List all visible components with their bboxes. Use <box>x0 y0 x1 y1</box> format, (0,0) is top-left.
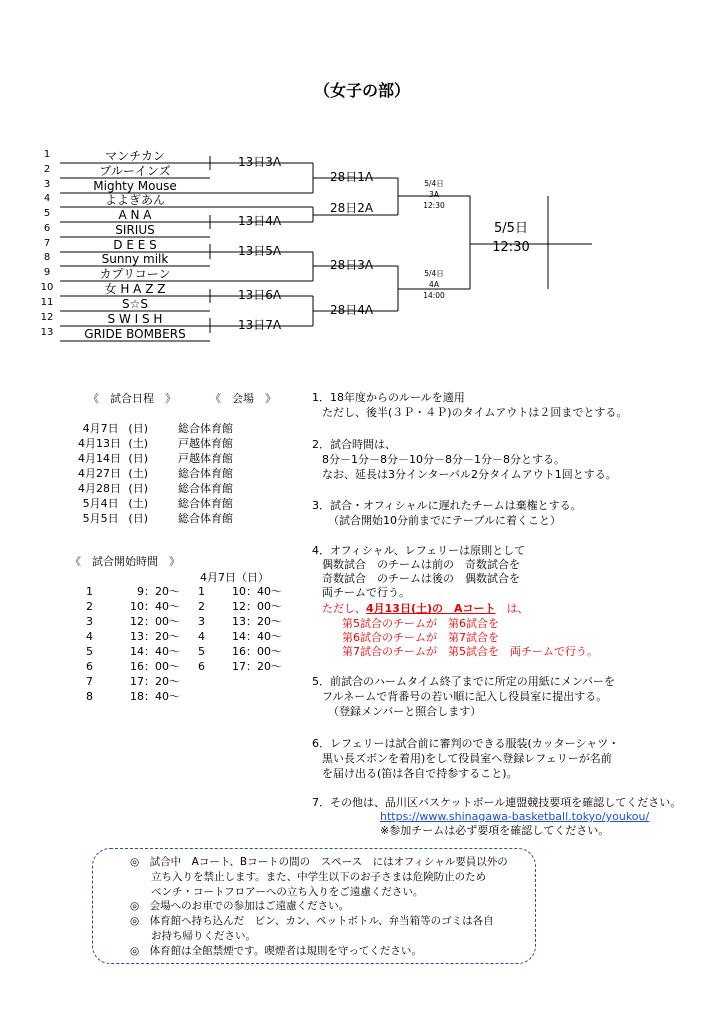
round2-match-label: 28日3A <box>330 258 374 272</box>
team-name: Mighty Mouse <box>93 179 177 193</box>
seed-number: 12 <box>40 312 54 323</box>
team-name: GRIDE BOMBERS <box>84 327 186 341</box>
schedule-row: 4月28日 (日) 総合体育館 <box>78 482 233 495</box>
seed-number: 13 <box>40 327 54 338</box>
seed-number: 1 <box>43 149 51 160</box>
rule-4-title: 4．オフィシャル、レフェリーは原則として <box>312 544 526 557</box>
team-name: A N A <box>118 208 152 222</box>
start-time-row: 6 16：00～ <box>86 660 180 673</box>
rule-1-text: ただし、後半(３Ｐ・４Ｐ)のタイムアウトは２回までとする。 <box>322 406 628 419</box>
rule-5-text: （登録メンバーと照合します） <box>328 705 482 718</box>
round1-match-label: 13日4A <box>238 214 282 228</box>
rule-3-text: （試合開始10分前までにテーブルに着くこと） <box>328 514 562 527</box>
semifinal-1-info: 5/4日 3A 12:30 <box>423 179 445 210</box>
seed-number: 7 <box>43 238 51 249</box>
team-name: SIRIUS <box>115 223 155 237</box>
rule-2-text: 8分－1分－8分－10分－8分－1分－8分とする。 <box>322 453 565 466</box>
venue-header: 《 会場 》 <box>210 392 276 405</box>
team-name: S W I S H <box>107 312 163 326</box>
rule-4-exception-line: 第5試合のチームが 第6試合を <box>342 617 499 630</box>
rule-4-text: 両チームで行う。 <box>322 586 410 599</box>
notice-text <box>130 855 508 959</box>
seed-number: 8 <box>43 252 51 263</box>
team-name: よよぎあん <box>104 193 165 207</box>
schedule-row: 4月14日 (日) 戸越体育館 <box>78 452 233 465</box>
rule-1-title: 1．18年度からのルールを適用 <box>312 391 465 404</box>
round1-match-label: 13日6A <box>238 288 282 302</box>
start-times-right <box>198 584 282 674</box>
start-times-left <box>86 584 180 704</box>
start-times-subheader: 4月7日（日） <box>200 571 269 584</box>
notice-line: ◎ 試合中 Aコート、Bコートの間の スペース にはオフィシャル要員以外の <box>130 856 508 868</box>
team-name: 女 H A Z Z <box>104 282 166 296</box>
start-time-row: 4 14：40～ <box>198 630 282 643</box>
notice-line: 立ち入りを禁止します。また、中学生以下のお子さまは危険防止のため <box>130 870 487 883</box>
rule-2-text: なお、延長は3分インターバル2分タイムアウト1回とする。 <box>322 468 617 481</box>
notice-line: ◎ 体育館へ持ち込んだ ビン、カン、ペットボトル、弁当箱等のゴミは各自 <box>130 915 494 928</box>
rule-2-title: 2．試合時間は、 <box>312 438 396 451</box>
team-name: D E E S <box>113 238 157 252</box>
schedule-header: 《 試合日程 》 <box>88 392 176 405</box>
schedule-table <box>78 421 233 526</box>
round1-match-label: 13日3A <box>238 155 282 169</box>
start-time-row: 2 12：00～ <box>198 600 282 613</box>
rule-6-text: 黒い長ズボンを着用)をして役員室へ登録レフェリーが名前 <box>322 752 612 765</box>
rule-4-text: 偶数試合 のチームは前の 奇数試合を <box>322 558 520 571</box>
notice-line: ◎ 体育館は全館禁煙です。喫煙者は規則を守ってください。 <box>130 944 422 957</box>
rule-7-title: 7．その他は、品川区バスケットボール連盟競技要項を確認してください。 <box>312 796 682 809</box>
team-name: ブルーインズ <box>99 164 171 178</box>
start-time-row: 2 10：40～ <box>86 600 180 613</box>
start-time-row: 7 17：20～ <box>86 675 180 688</box>
schedule-row: 4月13日 (土) 戸越体育館 <box>78 437 233 450</box>
rules-link[interactable]: https://www.shinagawa-basketball.tokyo/youkou/ <box>380 810 650 823</box>
schedule-row: 4月27日 (土) 総合体育館 <box>78 467 233 480</box>
start-time-row: 1 9：20～ <box>86 585 180 598</box>
start-time-row: 3 13：20～ <box>198 615 282 628</box>
schedule-row: 5月4日 (土) 総合体育館 <box>82 497 233 510</box>
page-title: （女子の部） <box>313 81 410 100</box>
rule-4-text: 奇数試合 のチームは後の 偶数試合を <box>322 572 520 585</box>
rule-5-title: 5．前試合のハームタイム終了までに所定の用紙にメンバーを <box>312 675 616 688</box>
start-time-row: 5 16：00～ <box>198 645 282 658</box>
team-name: S☆S <box>122 297 148 311</box>
start-time-row: 1 10：40～ <box>198 585 282 598</box>
seed-number: 9 <box>43 267 51 278</box>
seed-number: 11 <box>40 297 54 308</box>
start-times-header: 《 試合開始時間 》 <box>70 555 180 568</box>
schedule-row: 5月5日 (日) 総合体育館 <box>82 512 233 525</box>
rule-4-exception: ただし、4月13日(土)の Aコート は、 <box>322 602 529 615</box>
start-time-row: 3 12：00～ <box>86 615 180 628</box>
rule-4-exception-line: 第6試合のチームが 第7試合を <box>342 631 499 644</box>
rules-section <box>312 391 716 841</box>
round1-match-label: 13日5A <box>238 244 282 258</box>
rule-5-text: フルネームで背番号の若い順に記入し役員室に提出する。 <box>322 690 608 703</box>
rule-7-note: ※参加チームは必ず要項を確認してください。 <box>380 824 610 837</box>
team-name: カプリコーン <box>99 267 171 281</box>
notice-line: お持ち帰りください。 <box>130 929 256 942</box>
notice-line: ◎ 会場へのお車での参加はご遠慮ください。 <box>130 900 350 913</box>
notice-line: ベンチ・コートフロアーへの立ち入りをご遠慮ください。 <box>130 885 424 898</box>
round2-match-label: 28日1A <box>330 170 374 184</box>
round2-match-label: 28日4A <box>330 303 374 317</box>
schedule-row: 4月7日 (日) 総合体育館 <box>82 422 233 435</box>
seed-number: 5 <box>43 208 51 219</box>
seed-number: 10 <box>40 282 54 293</box>
final-info: 5/5日 12:30 <box>492 221 530 255</box>
rule-3-title: 3．試合・オフィシャルに遅れたチームは棄権とする。 <box>312 499 582 512</box>
seed-number: 3 <box>43 179 51 190</box>
semifinal-2-info: 5/4日 4A 14:00 <box>423 269 445 300</box>
start-time-row: 4 13：20～ <box>86 630 180 643</box>
team-name: マンチカン <box>105 149 165 163</box>
rule-6-title: 6．レフェリーは試合前に審判のできる服装(カッターシャツ・ <box>312 737 620 750</box>
seed-number: 4 <box>43 193 51 204</box>
seed-number: 2 <box>43 164 51 175</box>
start-time-row: 5 14：40～ <box>86 645 180 658</box>
rule-6-text: を届け出る(笛は各自で持参すること)。 <box>322 767 518 780</box>
start-time-row: 8 18：40～ <box>86 690 180 703</box>
seed-number: 6 <box>43 223 51 234</box>
round1-match-label: 13日7A <box>238 318 282 332</box>
rule-4-exception-line: 第7試合のチームが 第5試合を 両チームで行う。 <box>342 645 598 658</box>
round2-match-label: 28日2A <box>330 201 374 215</box>
team-name: Sunny milk <box>101 252 169 266</box>
start-time-row: 6 17：20～ <box>198 660 282 673</box>
